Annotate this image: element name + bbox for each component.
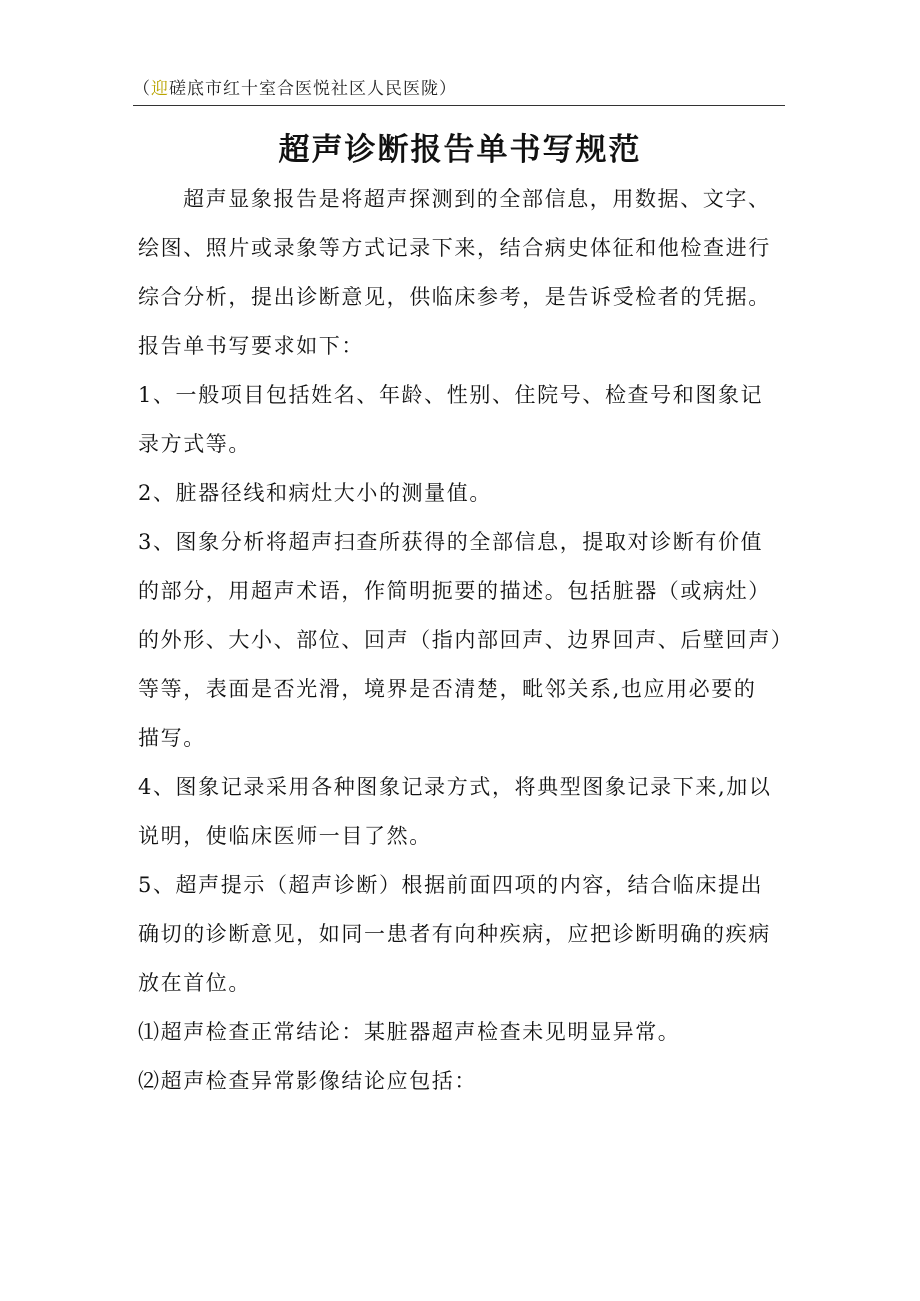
list-item-line: 说明，使临床医师一目了然。 [138, 824, 432, 848]
paragraph-line: 超声显象报告是将超声探测到的全部信息，用数据、文字、 [183, 187, 771, 211]
list-item-line: 描写。 [138, 726, 206, 750]
sub-item-line: ⑴超声检查正常结论：某脏器超声检查未见明显异常。 [138, 1020, 681, 1044]
header-open-paren: （ [133, 79, 151, 99]
list-item-line: 放在首位。 [138, 971, 251, 995]
sub-item-line: ⑵超声检查异常影像结论应包括： [138, 1069, 477, 1093]
list-item-line: 录方式等。 [138, 432, 251, 456]
list-item-line: 3、图象分析将超声扫查所获得的全部信息，提取对诊断有价值 [138, 530, 764, 554]
list-item-line: 的部分，用超声术语，作简明扼要的描述。包括脏器（或病灶） [138, 579, 771, 603]
list-item-line: 的外形、大小、部位、回声（指内部回声、边界回声、后壁回声） [138, 628, 794, 652]
hospital-header [133, 74, 457, 99]
paragraph-line: 绘图、照片或录象等方式记录下来，结合病史体征和他检查进行 [138, 236, 771, 260]
list-item-line: 等等，表面是否光滑，境界是否清楚，毗邻关系,也应用必要的 [138, 677, 757, 701]
header-text: 磋底市红十室合医悦社区人民医陇） [169, 79, 457, 99]
list-item-line: 5、超声提示（超声诊断）根据前面四项的内容，结合临床提出 [138, 873, 764, 897]
list-item-line: 确切的诊断意见，如同一患者有向种疾病，应把诊断明确的疾病 [138, 922, 771, 946]
page-title: 超声诊断报告单书写规范 [278, 132, 642, 168]
list-item-line: 2、脏器径线和病灶大小的测量值。 [138, 481, 492, 505]
list-item-line: 1、一般项目包括姓名、年龄、性别、住院号、检查号和图象记 [138, 383, 764, 407]
paragraph-line: 报告单书写要求如下： [138, 334, 364, 358]
header-accent-char: 迎 [151, 79, 169, 99]
header-divider [133, 105, 785, 106]
paragraph-line: 综合分析，提出诊断意见，供临床参考，是告诉受检者的凭据。 [138, 285, 771, 309]
list-item-line: 4、图象记录采用各种图象记录方式，将典型图象记录下来,加以 [138, 775, 772, 799]
